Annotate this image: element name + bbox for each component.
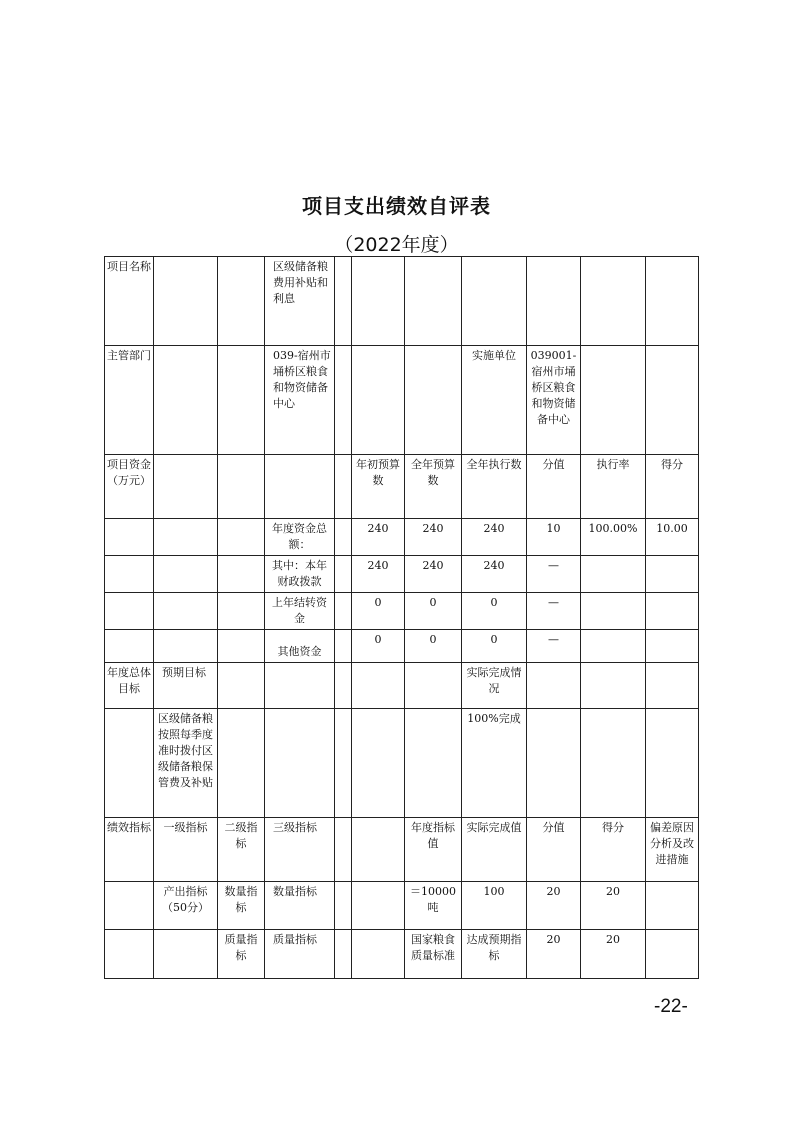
table-cell: 20: [581, 882, 646, 930]
table-cell: 实际完成值: [462, 818, 527, 882]
table-cell: [154, 930, 218, 979]
table-cell: [335, 818, 352, 882]
table-cell: [352, 818, 405, 882]
table-cell: 0: [405, 630, 462, 663]
table-cell: [218, 663, 265, 709]
table-cell: 预期目标: [154, 663, 218, 709]
table-cell: 达成预期指标: [462, 930, 527, 979]
table-cell: 100.00%: [581, 519, 646, 556]
table-cell: [105, 709, 154, 818]
table-row: [105, 455, 699, 519]
table-cell: [405, 257, 462, 346]
table-cell: [218, 257, 265, 346]
table-cell: [265, 663, 335, 709]
table-cell: [581, 663, 646, 709]
table-cell: [105, 593, 154, 630]
table-cell: [581, 593, 646, 630]
table-cell: 年初预算数: [352, 455, 405, 519]
table-cell: [154, 455, 218, 519]
table-cell: 0: [462, 593, 527, 630]
table-cell: 分值: [527, 455, 581, 519]
table-cell: [218, 556, 265, 593]
table-row: [105, 709, 699, 818]
table-row: [105, 257, 699, 346]
table-cell: 全年执行数: [462, 455, 527, 519]
table-cell: [352, 663, 405, 709]
table-cell: 240: [462, 519, 527, 556]
table-cell: 偏差原因分析及改进措施: [646, 818, 699, 882]
table-cell: 10.00: [646, 519, 699, 556]
table-cell: 项目名称: [105, 257, 154, 346]
table-cell: [218, 593, 265, 630]
table-cell: 产出指标（50分）: [154, 882, 218, 930]
table-cell: [581, 556, 646, 593]
table-cell: 100: [462, 882, 527, 930]
page-number: -22-: [654, 996, 688, 1017]
table-cell: [646, 630, 699, 663]
page-title: 项目支出绩效自评表: [302, 194, 491, 218]
table-cell: 项目资金（万元）: [105, 455, 154, 519]
table-cell: 上年结转资金: [265, 593, 335, 630]
table-cell: [105, 556, 154, 593]
table-cell: 年度资金总额：: [265, 519, 335, 556]
table-cell: [527, 709, 581, 818]
table-cell: [154, 593, 218, 630]
table-cell: 一级指标: [154, 818, 218, 882]
table-cell: 20: [527, 882, 581, 930]
table-cell: [218, 455, 265, 519]
table-cell: [335, 593, 352, 630]
table-cell: 0: [405, 593, 462, 630]
table-cell: [581, 346, 646, 455]
table-cell: 质量指标: [218, 930, 265, 979]
table-cell: [335, 455, 352, 519]
table-cell: [105, 519, 154, 556]
table-cell: 其中：本年财政拨款: [265, 556, 335, 593]
table-cell: [405, 346, 462, 455]
table-cell: [352, 882, 405, 930]
table-cell: [581, 709, 646, 818]
table-cell: [335, 930, 352, 979]
table-cell: [646, 346, 699, 455]
table-cell: 20: [581, 930, 646, 979]
table-cell: 0: [462, 630, 527, 663]
table-cell: [154, 519, 218, 556]
table-cell: [105, 930, 154, 979]
table-cell: 年度总体目标: [105, 663, 154, 709]
table-cell: 分值: [527, 818, 581, 882]
table-cell: 主管部门: [105, 346, 154, 455]
table-cell: [335, 519, 352, 556]
table-cell: [581, 630, 646, 663]
table-row: [105, 663, 699, 709]
table-cell: 全年预算数: [405, 455, 462, 519]
table-cell: 20: [527, 930, 581, 979]
table-cell: 得分: [581, 818, 646, 882]
table-cell: 三级指标: [265, 818, 335, 882]
table-cell: 数量指标: [218, 882, 265, 930]
table-cell: [581, 257, 646, 346]
table-cell: [646, 663, 699, 709]
table-cell: 0: [352, 593, 405, 630]
table-cell: 得分: [646, 455, 699, 519]
table-cell: [405, 663, 462, 709]
table-cell: ＝10000吨: [405, 882, 462, 930]
table-cell: 质量指标: [265, 930, 335, 979]
page-subtitle: （2022年度）: [334, 234, 459, 256]
table-cell: 039-宿州市埇桥区粮食和物资储备中心: [265, 346, 335, 455]
table-cell: —: [527, 593, 581, 630]
table-cell: 100%完成: [462, 709, 527, 818]
table-cell: [646, 593, 699, 630]
table-cell: [646, 882, 699, 930]
table-cell: [218, 346, 265, 455]
table-cell: [218, 519, 265, 556]
table-cell: 二级指标: [218, 818, 265, 882]
table-cell: 240: [405, 519, 462, 556]
table-cell: 240: [352, 519, 405, 556]
table-cell: [265, 709, 335, 818]
table-cell: 240: [462, 556, 527, 593]
table-row: [105, 556, 699, 593]
table-cell: 年度指标值: [405, 818, 462, 882]
table-cell: [218, 630, 265, 663]
table-cell: [154, 630, 218, 663]
evaluation-table: [104, 256, 699, 979]
table-cell: 区级储备粮按照每季度准时拨付区级储备粮保管费及补贴: [154, 709, 218, 818]
table-cell: [527, 257, 581, 346]
table-cell: [646, 709, 699, 818]
table-cell: [646, 930, 699, 979]
table-cell: [405, 709, 462, 818]
table-cell: [335, 882, 352, 930]
table-cell: [335, 346, 352, 455]
table-cell: [335, 709, 352, 818]
table-row: [105, 346, 699, 455]
table-cell: —: [527, 630, 581, 663]
table-cell: 执行率: [581, 455, 646, 519]
table-cell: —: [527, 556, 581, 593]
table-cell: [105, 882, 154, 930]
table-cell: [335, 663, 352, 709]
table-cell: 区级储备粮费用补贴和利息: [265, 257, 335, 346]
table-cell: 240: [405, 556, 462, 593]
table-cell: 0: [352, 630, 405, 663]
table-row: [105, 519, 699, 556]
table-cell: [352, 709, 405, 818]
table-cell: 实际完成情况: [462, 663, 527, 709]
table-cell: [154, 346, 218, 455]
table-cell: 10: [527, 519, 581, 556]
table-cell: 其他资金: [265, 630, 335, 663]
table-row: [105, 593, 699, 630]
table-cell: [335, 257, 352, 346]
table-cell: [352, 257, 405, 346]
table-cell: [335, 630, 352, 663]
table-cell: 039001-宿州市埇桥区粮食和物资储备中心: [527, 346, 581, 455]
table-cell: [646, 556, 699, 593]
table-cell: [265, 455, 335, 519]
table-cell: 数量指标: [265, 882, 335, 930]
table-cell: [154, 257, 218, 346]
table-row: [105, 930, 699, 979]
table-cell: [335, 556, 352, 593]
table-cell: [646, 257, 699, 346]
table-cell: [352, 930, 405, 979]
table-cell: [462, 257, 527, 346]
table-cell: [352, 346, 405, 455]
table-cell: [218, 709, 265, 818]
table-cell: [105, 630, 154, 663]
table-cell: 240: [352, 556, 405, 593]
table-cell: 国家粮食质量标准: [405, 930, 462, 979]
table-cell: [154, 556, 218, 593]
table-cell: [527, 663, 581, 709]
table-cell: 绩效指标: [105, 818, 154, 882]
table-row: [105, 882, 699, 930]
table-row: [105, 630, 699, 663]
table-cell: 实施单位: [462, 346, 527, 455]
table-row: [105, 818, 699, 882]
